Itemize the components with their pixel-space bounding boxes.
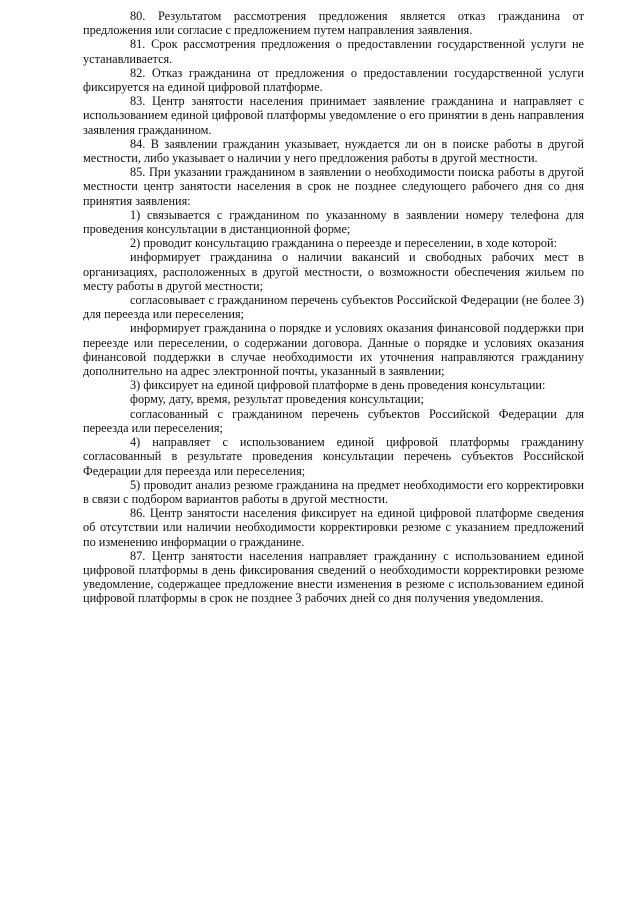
paragraph-85-item-2-subitem-a: информирует гражданина о наличии вакансий и свободных рабочих мест в организациях, расположенных в другой местности, о возможности обеспечения жильем по месту работы в другой местности; (83, 250, 584, 293)
paragraph-85-item-2-subitem-b: согласовывает с гражданином перечень субъектов Российской Федерации (не более 3) для переезда или переселения; (83, 293, 584, 322)
paragraph-85-item-3: 3) фиксирует на единой цифровой платформе в день проведения консультации: (130, 378, 546, 393)
paragraph-81: 81. Срок рассмотрения предложения о предоставлении государственной услуги не устанавливается. (83, 37, 584, 66)
paragraph-85-item-3-subitem-b: согласованный с гражданином перечень субъектов Российской Федерации для переезда или переселения; (83, 406, 584, 435)
paragraph-85: 85. При указании гражданином в заявлении о необходимости поиска работы в другой местности центр занятости населения в срок не позднее следующего рабочего дня со дня принятия заявления: (83, 165, 584, 208)
paragraph-85-item-5: 5) проводит анализ резюме гражданина на предмет необходимости его корректировки в связи с подбором вариантов работы в другой местности. (83, 477, 584, 506)
paragraph-85-item-2: 2) проводит консультацию гражданина о переезде и переселении, в ходе которой: (130, 236, 557, 251)
paragraph-86: 86. Центр занятости населения фиксирует на единой цифровой платформе сведения об отсутствии или наличии необходимости корректировки резюме с указанием предложений по изменению информации о гражданине. (83, 506, 584, 549)
paragraph-84: 84. В заявлении гражданин указывает, нуждается ли он в поиске работы в другой местности, либо указывает о наличии у него предложения работы в другой местности. (83, 136, 584, 166)
paragraph-85-item-2-subitem-c: информирует гражданина о порядке и условиях оказания финансовой поддержки при переезде или переселении, о содержании договора. Данные о порядке и условиях оказания финансовой поддержки в случае необходимости их уточнения направляются гражданину дополнительно на адрес электронной почты, указанный в заявлении; (83, 321, 584, 379)
paragraph-83: 83. Центр занятости населения принимает заявление гражданина и направляет с использованием единой цифровой платформы уведомление о его принятии в день направления заявления гражданином. (83, 94, 584, 137)
paragraph-87: 87. Центр занятости населения направляет гражданину с использованием единой цифровой платформы в день фиксирования сведений о необходимости корректировки резюме уведомление, содержащее предложение внести изменения в резюме с использованием единой цифровой платформы в срок не позднее 3 рабочих дней со дня получения уведомления. (83, 548, 584, 606)
paragraph-85-item-3-subitem-a: форму, дату, время, результат проведения консультации; (130, 392, 424, 407)
paragraph-82: 82. Отказ гражданина от предложения о предоставлении государственной услуги фиксируется на единой цифровой платформе. (83, 65, 584, 95)
paragraph-85-item-1: 1) связывается с гражданином по указанному в заявлении номеру телефона для проведения консультации в дистанционной форме; (83, 207, 584, 237)
paragraph-85-item-4: 4) направляет с использованием единой цифровой платформы гражданину согласованный в результате проведения консультации перечень субъектов Российской Федерации для переезда или переселения; (83, 435, 584, 478)
paragraph-80: 80. Результатом рассмотрения предложения является отказ гражданина от предложения или согласие с предложением путем направления заявления. (83, 9, 584, 38)
